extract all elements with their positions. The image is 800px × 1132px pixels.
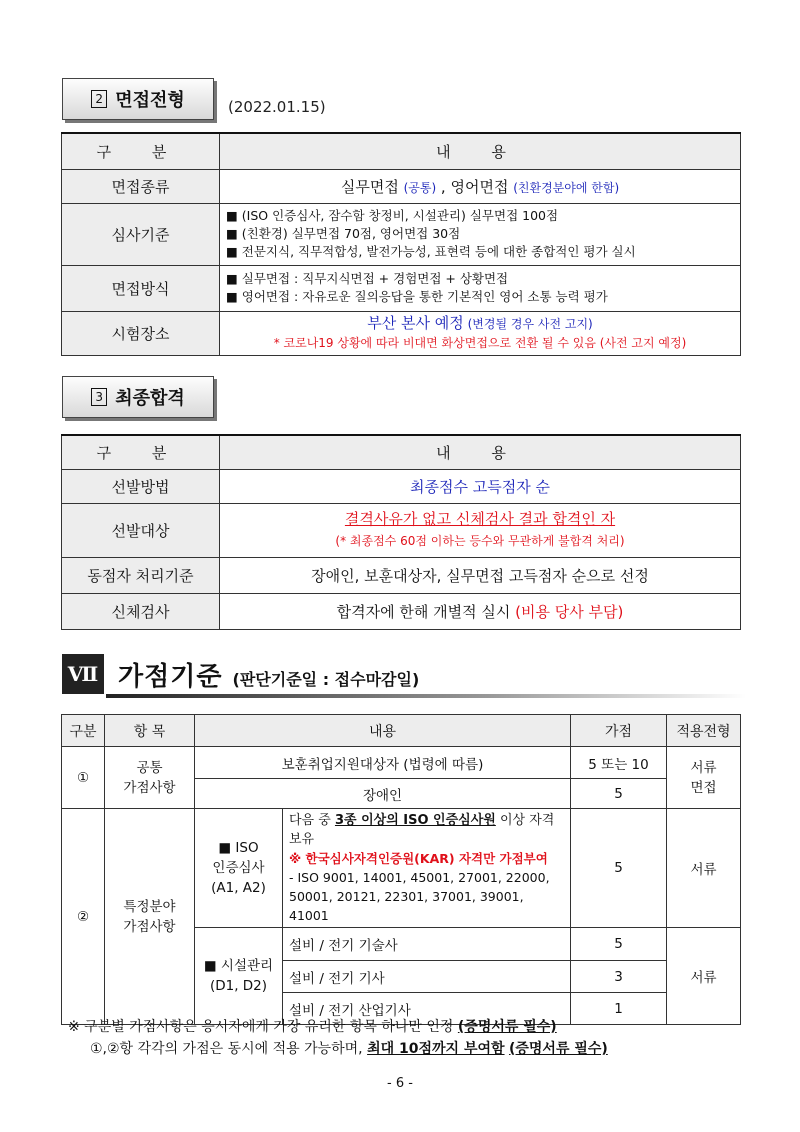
row1-content-disabled: 장애인 <box>195 779 571 809</box>
section-3-title: 최종합격 <box>115 388 185 409</box>
row1-applied: 서류 면접 <box>667 747 741 809</box>
separator: , <box>436 177 451 196</box>
bonus-points-table <box>61 714 741 1025</box>
facility-applied: 서류 <box>667 928 741 1025</box>
method-item-1: ■ 실무면접 : 직무지식면접 + 경험면접 + 상황면접 <box>226 271 509 286</box>
criteria-label: 심사기준 <box>62 203 220 265</box>
tie-break-value: 장애인, 보훈대상자, 실무면접 고득점자 순으로 선정 <box>220 557 741 593</box>
method-label: 면접방식 <box>62 265 220 311</box>
facility-label: ■ 시설관리 (D1, D2) <box>195 928 283 1025</box>
criteria-row <box>62 203 741 265</box>
selection-target-label: 선발대상 <box>62 503 220 557</box>
final-pass-table <box>61 434 741 630</box>
note-1 <box>68 1016 557 1036</box>
physical-exam-value: 합격자에 한해 개별적 실시 <box>336 602 516 621</box>
section-3-number: 3 <box>91 388 107 406</box>
section-7-subtitle: (판단기준일 : 접수마감일) <box>232 670 420 689</box>
note-2-emphasis: 최대 10점까지 부여함 <box>367 1041 505 1057</box>
section-7-badge: Ⅶ <box>62 654 104 694</box>
criteria-item-2: ■ (친환경) 실무면접 70점, 영어면접 30점 <box>226 226 461 241</box>
row2-item: 특정분야 가점사항 <box>105 809 195 1025</box>
row1-points-disabled: 5 <box>571 779 667 809</box>
section-7-header <box>62 650 742 698</box>
header-content: 내용 <box>195 715 571 747</box>
method-row <box>62 265 741 311</box>
header-category: 구 분 <box>62 435 220 469</box>
header-content: 내 용 <box>220 435 741 469</box>
place-sub: * 코로나19 상황에 따라 비대면 화상면접으로 전환 될 수 있음 (사전 고지 예정) <box>273 335 687 350</box>
section-3-header <box>62 376 214 420</box>
iso-applied: 서류 <box>667 809 741 928</box>
english-interview-note: (친환경분야에 한함) <box>513 180 620 195</box>
note-2-text: ①,②항 각각의 가점은 동시에 적용 가능하며, <box>90 1041 368 1057</box>
iso-content-1c: 이상 자격 보유 <box>289 813 555 847</box>
section-2-title: 면접전형 <box>115 90 185 111</box>
english-interview: 영어면접 <box>450 177 509 196</box>
header-division: 구분 <box>62 715 105 747</box>
physical-exam-label: 신체검사 <box>62 593 220 629</box>
note-1-text: ※ 구분별 가점사항은 응시자에게 가장 유리한 항목 하나만 인정 <box>68 1019 458 1035</box>
place-label: 시험장소 <box>62 311 220 355</box>
iso-label: ■ ISO 인증심사 (A1, A2) <box>195 809 283 928</box>
facility-item-3-points: 1 <box>571 993 667 1025</box>
facility-item-2: 설비 / 전기 기사 <box>283 961 571 993</box>
practical-interview-note: (공통) <box>403 180 437 195</box>
facility-item-1: 설비 / 전기 기술사 <box>283 928 571 961</box>
section-2-number: 2 <box>91 90 107 108</box>
interview-table <box>61 132 741 356</box>
header-applied: 적용전형 <box>667 715 741 747</box>
row1-points-veterans: 5 또는 10 <box>571 747 667 779</box>
iso-points: 5 <box>571 809 667 928</box>
iso-content-3: - ISO 9001, 14001, 45001, 27001, 22000, 50001, 20121, 22301, 37001, 39001, 41001 <box>289 870 550 923</box>
row2-number: ② <box>62 809 105 1025</box>
section-7-title: 가점기준 <box>118 662 223 692</box>
selection-target-note: (* 최종점수 60점 이하는 등수와 무관하게 불합격 처리) <box>335 534 625 548</box>
selection-target-row <box>62 503 741 557</box>
page-number: - 6 - <box>387 1076 413 1091</box>
criteria-item-1: ■ (ISO 인증심사, 잠수함 창정비, 시설관리) 실무면접 100점 <box>226 208 559 223</box>
practical-interview: 실무면접 <box>340 177 399 196</box>
tie-break-label: 동점자 처리기준 <box>62 557 220 593</box>
header-points: 가점 <box>571 715 667 747</box>
place-row <box>62 311 741 355</box>
iso-content-1b: 3종 이상의 ISO 인증심사원 <box>334 813 496 828</box>
note-2 <box>90 1038 608 1058</box>
row1-number: ① <box>62 747 105 809</box>
row1-content-veterans: 보훈취업지원대상자 (법령에 따름) <box>195 747 571 779</box>
header-item: 항 목 <box>105 715 195 747</box>
selection-method-label: 선발방법 <box>62 469 220 503</box>
interview-type-row <box>62 169 741 203</box>
selection-method-row <box>62 469 741 503</box>
facility-item-2-points: 3 <box>571 961 667 993</box>
section-7-underline <box>106 694 746 698</box>
place-main: 부산 본사 예정 <box>367 313 464 332</box>
interview-date: (2022.01.15) <box>228 98 326 116</box>
facility-item-3: 설비 / 전기 산업기사 <box>283 993 571 1025</box>
facility-item-1-points: 5 <box>571 928 667 961</box>
iso-content-2: ※ 한국심사자격인증원(KAR) 자격만 가점부여 <box>289 851 548 866</box>
physical-exam-note: (비용 당사 부담) <box>515 602 624 621</box>
header-category: 구 분 <box>62 133 220 169</box>
row1-item: 공통 가점사항 <box>105 747 195 809</box>
selection-method-value: 최종점수 고득점자 순 <box>220 469 741 503</box>
header-content: 내 용 <box>220 133 741 169</box>
physical-exam-row <box>62 593 741 629</box>
method-item-2: ■ 영어면접 : 자유로운 질의응답을 통한 기본적인 영어 소통 능력 평가 <box>226 289 608 304</box>
section-2-header <box>62 78 214 122</box>
selection-target-value: 결격사유가 없고 신체검사 결과 합격인 자 <box>344 510 616 528</box>
criteria-item-3: ■ 전문지식, 직무적합성, 발전가능성, 표현력 등에 대한 종합적인 평가 실시 <box>226 244 636 259</box>
place-note: (변경될 경우 사전 고지) <box>463 316 593 331</box>
tie-break-row <box>62 557 741 593</box>
iso-content-1a: 다음 중 <box>289 813 335 828</box>
interview-type-label: 면접종류 <box>62 169 220 203</box>
note-2-proof: (증명서류 필수) <box>508 1041 608 1057</box>
note-1-emphasis: (증명서류 필수) <box>457 1019 557 1035</box>
